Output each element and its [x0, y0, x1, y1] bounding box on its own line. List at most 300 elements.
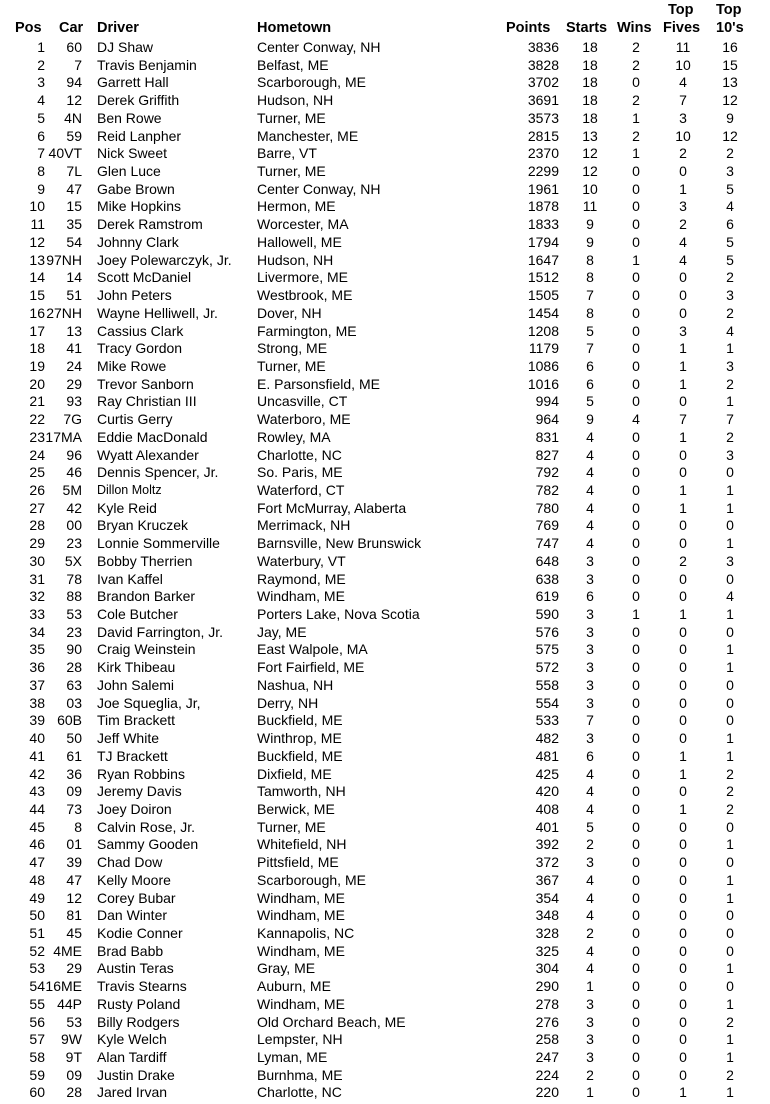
driver-cell: Johnny Clark — [97, 233, 179, 250]
top5-cell: 7 — [679, 411, 687, 428]
top5-cell: 0 — [679, 1013, 687, 1030]
car-cell: 53 — [66, 1013, 82, 1030]
driver-cell: Derek Ramstrom — [97, 216, 203, 233]
driver-cell: Joey Doiron — [97, 800, 172, 817]
top5-cell: 0 — [679, 907, 687, 924]
starts-cell: 4 — [586, 428, 594, 445]
driver-cell: Reid Lanpher — [97, 127, 182, 144]
table-row — [0, 890, 770, 908]
wins-cell: 0 — [632, 889, 640, 906]
driver-cell: Mike Rowe — [97, 357, 167, 374]
table-row — [0, 464, 770, 482]
starts-cell: 18 — [582, 56, 598, 73]
pos-cell: 32 — [29, 588, 45, 605]
pos-cell: 6 — [37, 127, 45, 144]
hometown-cell: Tamworth, NH — [257, 783, 346, 800]
hometown-cell: Dixfield, ME — [257, 765, 332, 782]
driver-cell: Kyle Reid — [97, 499, 157, 516]
pos-cell: 18 — [29, 340, 45, 357]
table-row — [0, 730, 770, 748]
table-row — [0, 801, 770, 819]
starts-cell: 3 — [586, 659, 594, 676]
top10-cell: 3 — [726, 163, 734, 180]
driver-cell: Wayne Helliwell, Jr. — [97, 304, 218, 321]
car-cell: 7L — [66, 163, 82, 180]
car-cell: 42 — [66, 499, 82, 516]
header-pos: Pos — [15, 20, 42, 36]
hometown-cell: Pittsfield, ME — [257, 854, 339, 871]
top5-cell: 4 — [679, 251, 687, 268]
top10-cell: 1 — [726, 393, 734, 410]
car-cell: 9T — [65, 1049, 82, 1066]
hometown-cell: Auburn, ME — [257, 978, 331, 995]
driver-cell: Scott McDaniel — [97, 269, 192, 286]
table-row — [0, 641, 770, 659]
starts-cell: 2 — [586, 925, 594, 941]
pos-cell: 10 — [29, 198, 45, 215]
top5-cell: 0 — [679, 287, 687, 304]
top10-cell: 15 — [722, 56, 738, 73]
driver-cell: Gabe Brown — [97, 180, 175, 197]
car-cell: 41 — [66, 340, 82, 357]
starts-cell: 2 — [586, 1066, 594, 1083]
car-cell: 44P — [57, 995, 82, 1012]
car-cell: 01 — [66, 836, 82, 853]
starts-cell: 6 — [586, 747, 594, 764]
car-cell: 12 — [66, 889, 82, 906]
top5-cell: 1 — [679, 747, 687, 764]
hometown-cell: Nashua, NH — [257, 676, 334, 693]
table-row — [0, 92, 770, 110]
hometown-cell: Belfast, ME — [257, 56, 329, 73]
starts-cell: 3 — [586, 623, 594, 640]
top10-cell: 0 — [726, 818, 734, 835]
starts-cell: 5 — [586, 393, 594, 410]
hometown-cell: So. Paris, ME — [257, 464, 343, 481]
wins-cell: 0 — [632, 783, 640, 800]
hometown-cell: Waterboro, ME — [257, 411, 351, 428]
hometown-cell: Livermore, ME — [257, 269, 349, 286]
driver-cell: Kodie Conner — [97, 925, 183, 941]
table-row — [0, 376, 770, 394]
header-top10-line2: 10's — [716, 20, 744, 36]
top10-cell: 1 — [726, 889, 734, 906]
table-row — [0, 358, 770, 376]
table-row — [0, 234, 770, 252]
hometown-cell: Manchester, ME — [257, 127, 359, 144]
top10-cell: 3 — [726, 287, 734, 304]
top5-cell: 1 — [679, 606, 687, 623]
hometown-cell: Hudson, NH — [257, 251, 334, 268]
hometown-cell: Waterford, CT — [257, 482, 345, 498]
top10-cell: 2 — [726, 1066, 734, 1083]
table-row — [0, 907, 770, 925]
driver-cell: Rusty Poland — [97, 995, 181, 1012]
driver-cell: Travis Benjamin — [97, 56, 197, 73]
wins-cell: 0 — [632, 960, 640, 977]
wins-cell: 0 — [632, 747, 640, 764]
wins-cell: 0 — [632, 446, 640, 463]
points-cell: 278 — [535, 995, 559, 1012]
table-row — [0, 305, 770, 323]
hometown-cell: Worcester, MA — [257, 216, 349, 233]
top10-cell: 2 — [726, 269, 734, 286]
pos-cell: 7 — [37, 145, 45, 162]
hometown-cell: Whitefield, NH — [257, 836, 347, 853]
table-row — [0, 960, 770, 978]
driver-cell: Jeff White — [97, 730, 159, 747]
top10-cell: 1 — [726, 1031, 734, 1048]
points-cell: 348 — [535, 907, 559, 924]
top10-cell: 2 — [726, 375, 734, 392]
car-cell: 24 — [66, 357, 82, 374]
table-row — [0, 624, 770, 642]
wins-cell: 0 — [632, 1013, 640, 1030]
wins-cell: 0 — [632, 712, 640, 729]
pos-cell: 31 — [29, 570, 45, 587]
starts-cell: 4 — [586, 960, 594, 977]
car-cell: 14 — [66, 269, 82, 286]
pos-cell: 16 — [29, 304, 45, 321]
driver-cell: Tracy Gordon — [97, 340, 183, 357]
top5-cell: 1 — [679, 800, 687, 817]
top5-cell: 0 — [679, 836, 687, 853]
top5-cell: 0 — [679, 871, 687, 888]
pos-cell: 59 — [29, 1066, 45, 1083]
pos-cell: 52 — [29, 942, 45, 959]
top10-cell: 0 — [726, 925, 734, 941]
table-row — [0, 535, 770, 553]
wins-cell: 0 — [632, 180, 640, 197]
points-cell: 304 — [535, 960, 559, 977]
top10-cell: 5 — [726, 251, 734, 268]
wins-cell: 0 — [632, 375, 640, 392]
driver-cell: Brad Babb — [97, 942, 164, 959]
driver-cell: Lonnie Sommerville — [97, 535, 220, 552]
table-row — [0, 819, 770, 837]
wins-cell: 0 — [632, 818, 640, 835]
points-cell: 3828 — [527, 56, 559, 73]
pos-cell: 35 — [29, 641, 45, 658]
points-cell: 425 — [535, 765, 559, 782]
car-cell: 45 — [66, 925, 82, 941]
starts-cell: 11 — [582, 198, 598, 215]
car-cell: 36 — [66, 765, 82, 782]
points-cell: 2370 — [527, 145, 559, 162]
pos-cell: 49 — [29, 889, 45, 906]
starts-cell: 3 — [586, 854, 594, 871]
starts-cell: 9 — [586, 216, 594, 233]
hometown-cell: Hallowell, ME — [257, 233, 342, 250]
pos-cell: 1 — [37, 39, 45, 55]
car-cell: 90 — [66, 641, 82, 658]
table-row — [0, 323, 770, 341]
driver-cell: Sammy Gooden — [97, 836, 199, 853]
pos-cell: 20 — [29, 375, 45, 392]
table-row — [0, 517, 770, 535]
top5-cell: 3 — [679, 109, 687, 126]
car-cell: 27NH — [46, 304, 82, 321]
wins-cell: 0 — [632, 393, 640, 410]
wins-cell: 0 — [632, 216, 640, 233]
car-cell: 60 — [66, 39, 82, 55]
starts-cell: 4 — [586, 783, 594, 800]
points-cell: 276 — [535, 1013, 559, 1030]
points-cell: 827 — [535, 446, 559, 463]
header-wins: Wins — [617, 20, 652, 36]
points-cell: 372 — [535, 854, 559, 871]
table-row — [0, 783, 770, 801]
points-cell: 1961 — [527, 180, 559, 197]
points-cell: 2299 — [527, 163, 559, 180]
hometown-cell: Dover, NH — [257, 304, 322, 321]
top5-cell: 0 — [679, 393, 687, 410]
points-cell: 1647 — [527, 251, 559, 268]
top5-cell: 0 — [679, 535, 687, 552]
top5-cell: 0 — [679, 676, 687, 693]
table-row — [0, 269, 770, 287]
hometown-cell: Kannapolis, NC — [257, 925, 355, 941]
hometown-cell: Winthrop, ME — [257, 730, 342, 747]
top5-cell: 0 — [679, 694, 687, 711]
wins-cell: 0 — [632, 694, 640, 711]
driver-cell: Ray Christian III — [97, 393, 197, 410]
driver-cell: John Salemi — [97, 676, 175, 693]
pos-cell: 55 — [29, 995, 45, 1012]
starts-cell: 8 — [586, 304, 594, 321]
hometown-cell: Old Orchard Beach, ME — [257, 1013, 406, 1030]
wins-cell: 0 — [632, 925, 640, 941]
hometown-cell: Derry, NH — [257, 694, 319, 711]
starts-cell: 4 — [586, 464, 594, 481]
driver-cell: Jared Irvan — [97, 1084, 168, 1101]
points-cell: 576 — [535, 623, 559, 640]
wins-cell: 0 — [632, 765, 640, 782]
hometown-cell: Raymond, ME — [257, 570, 346, 587]
car-cell: 88 — [66, 588, 82, 605]
table-row — [0, 216, 770, 234]
wins-cell: 0 — [632, 1084, 640, 1101]
hometown-cell: Jay, ME — [257, 623, 307, 640]
driver-cell: Derek Griffith — [97, 92, 180, 109]
wins-cell: 0 — [632, 74, 640, 91]
hometown-cell: Turner, ME — [257, 357, 326, 374]
points-cell: 420 — [535, 783, 559, 800]
wins-cell: 0 — [632, 676, 640, 693]
pos-cell: 56 — [29, 1013, 45, 1030]
starts-cell: 4 — [586, 800, 594, 817]
points-cell: 782 — [535, 482, 559, 498]
points-cell: 533 — [535, 712, 559, 729]
table-row — [0, 163, 770, 181]
wins-cell: 0 — [632, 287, 640, 304]
hometown-cell: Lyman, ME — [257, 1049, 328, 1066]
points-cell: 367 — [535, 871, 559, 888]
top5-cell: 0 — [679, 269, 687, 286]
pos-cell: 58 — [29, 1049, 45, 1066]
header-points: Points — [506, 20, 551, 36]
car-cell: 47 — [66, 180, 82, 197]
table-row — [0, 854, 770, 872]
driver-cell: Wyatt Alexander — [97, 446, 199, 463]
top5-cell: 0 — [679, 163, 687, 180]
wins-cell: 0 — [632, 482, 640, 498]
top5-cell: 0 — [679, 588, 687, 605]
driver-cell: Trevor Sanborn — [97, 375, 194, 392]
starts-cell: 18 — [582, 92, 598, 109]
top5-cell: 1 — [679, 499, 687, 516]
starts-cell: 4 — [586, 907, 594, 924]
car-cell: 60B — [57, 712, 82, 729]
pos-cell: 23 — [29, 428, 45, 445]
hometown-cell: Hermon, ME — [257, 198, 336, 215]
points-cell: 769 — [535, 517, 559, 534]
top10-cell: 3 — [726, 446, 734, 463]
hometown-cell: Windham, ME — [257, 942, 345, 959]
top10-cell: 0 — [726, 464, 734, 481]
top10-cell: 1 — [726, 641, 734, 658]
car-cell: 35 — [66, 216, 82, 233]
top10-cell: 1 — [726, 836, 734, 853]
points-cell: 747 — [535, 535, 559, 552]
top10-cell: 0 — [726, 517, 734, 534]
hometown-cell: Strong, ME — [257, 340, 328, 357]
top5-cell: 0 — [679, 1066, 687, 1083]
car-cell: 81 — [66, 907, 82, 924]
pos-cell: 3 — [37, 74, 45, 91]
table-row — [0, 766, 770, 784]
car-cell: 9W — [61, 1031, 82, 1048]
table-row — [0, 39, 770, 57]
pos-cell: 19 — [29, 357, 45, 374]
car-cell: 54 — [66, 233, 82, 250]
pos-cell: 34 — [29, 623, 45, 640]
points-cell: 1016 — [527, 375, 559, 392]
car-cell: 61 — [66, 747, 82, 764]
pos-cell: 21 — [29, 393, 45, 410]
pos-cell: 46 — [29, 836, 45, 853]
starts-cell: 4 — [586, 871, 594, 888]
header-driver: Driver — [97, 20, 139, 36]
top10-cell: 12 — [722, 92, 738, 109]
pos-cell: 53 — [29, 960, 45, 977]
points-cell: 325 — [535, 942, 559, 959]
table-row — [0, 1014, 770, 1032]
hometown-cell: Berwick, ME — [257, 800, 335, 817]
wins-cell: 0 — [632, 464, 640, 481]
table-row — [0, 74, 770, 92]
wins-cell: 0 — [632, 641, 640, 658]
hometown-cell: Lempster, NH — [257, 1031, 343, 1048]
table-row — [0, 553, 770, 571]
table-row — [0, 252, 770, 270]
top10-cell: 0 — [726, 676, 734, 693]
top10-cell: 2 — [726, 783, 734, 800]
points-cell: 964 — [535, 411, 559, 428]
wins-cell: 0 — [632, 233, 640, 250]
car-cell: 53 — [66, 606, 82, 623]
car-cell: 94 — [66, 74, 82, 91]
starts-cell: 7 — [586, 340, 594, 357]
pos-cell: 33 — [29, 606, 45, 623]
car-cell: 00 — [66, 517, 82, 534]
wins-cell: 0 — [632, 535, 640, 552]
table-row — [0, 606, 770, 624]
table-row — [0, 128, 770, 146]
hometown-cell: Uncasville, CT — [257, 393, 348, 410]
table-row — [0, 1084, 770, 1102]
driver-cell: Tim Brackett — [97, 712, 176, 729]
top10-cell: 1 — [726, 499, 734, 516]
points-cell: 1179 — [528, 340, 559, 357]
hometown-cell: E. Parsonsfield, ME — [257, 375, 380, 392]
driver-cell: Garrett Hall — [97, 74, 169, 91]
pos-cell: 36 — [29, 659, 45, 676]
top5-cell: 2 — [679, 552, 687, 569]
driver-cell: Joe Squeglia, Jr, — [97, 694, 201, 711]
table-row — [0, 925, 770, 943]
table-row — [0, 1067, 770, 1085]
points-cell: 408 — [535, 800, 559, 817]
starts-cell: 6 — [586, 357, 594, 374]
wins-cell: 1 — [632, 251, 640, 268]
hometown-cell: Rowley, MA — [257, 428, 331, 445]
pos-cell: 11 — [30, 216, 45, 233]
driver-cell: Craig Weinstein — [97, 641, 196, 658]
header-top5-line2: Fives — [663, 20, 701, 36]
starts-cell: 18 — [582, 109, 598, 126]
points-cell: 3702 — [527, 74, 559, 91]
top10-cell: 2 — [726, 1013, 734, 1030]
driver-cell: Kelly Moore — [97, 871, 171, 888]
table-row — [0, 482, 770, 500]
top10-cell: 6 — [726, 216, 734, 233]
pos-cell: 28 — [29, 517, 45, 534]
pos-cell: 25 — [29, 464, 45, 481]
table-row — [0, 287, 770, 305]
points-cell: 1454 — [527, 304, 559, 321]
table-row — [0, 110, 770, 128]
hometown-cell: Charlotte, NC — [257, 446, 342, 463]
top10-cell: 5 — [726, 233, 734, 250]
table-row — [0, 659, 770, 677]
hometown-cell: Burnhma, ME — [257, 1066, 343, 1083]
points-cell: 224 — [535, 1066, 559, 1083]
driver-cell: Joey Polewarczyk, Jr. — [97, 251, 232, 268]
top5-cell: 1 — [679, 375, 687, 392]
top10-cell: 1 — [726, 482, 734, 498]
top10-cell: 13 — [722, 74, 738, 91]
pos-cell: 51 — [29, 925, 45, 941]
table-row — [0, 500, 770, 518]
car-cell: 46 — [66, 464, 82, 481]
top10-cell: 0 — [726, 942, 734, 959]
driver-cell: Bryan Kruczek — [97, 517, 189, 534]
pos-cell: 37 — [29, 676, 45, 693]
pos-cell: 38 — [29, 694, 45, 711]
points-cell: 1208 — [527, 322, 559, 339]
driver-cell: Cassius Clark — [97, 322, 184, 339]
pos-cell: 48 — [29, 871, 45, 888]
driver-cell: Curtis Gerry — [97, 411, 173, 428]
top10-cell: 0 — [726, 694, 734, 711]
wins-cell: 0 — [632, 907, 640, 924]
starts-cell: 8 — [586, 269, 594, 286]
top10-cell: 2 — [726, 765, 734, 782]
points-cell: 1794 — [527, 233, 559, 250]
top10-cell: 0 — [726, 712, 734, 729]
car-cell: 78 — [66, 570, 82, 587]
